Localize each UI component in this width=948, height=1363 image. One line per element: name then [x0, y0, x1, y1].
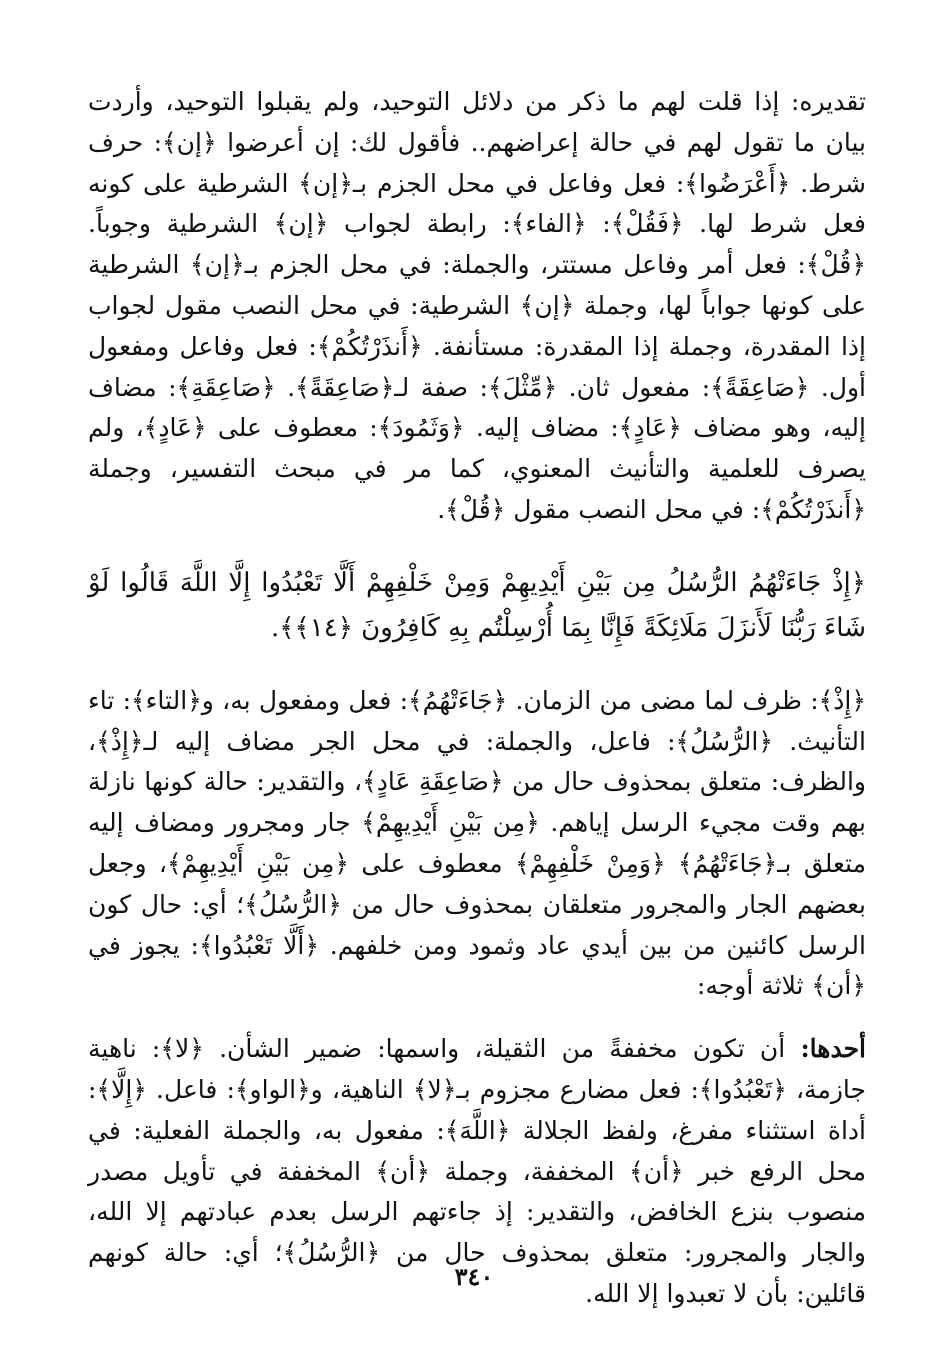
paragraph-3-text: أن تكون مخففةً من الثقيلة، واسمها: ضمير الشأن. ﴿لا﴾: ناهية جازمة، ﴿تَعْبُدُوا﴾: فعل مضارع مجزوم بـ﴿لا﴾ الناهية، و﴿الواو﴾: فاعل. ﴿إِلَّا﴾: أداة استثناء مفرغ، ولفظ الجلالة ﴿اللَّهَ﴾: مفعول به، والجملة الفعلية: في محل الرفع خبر ﴿أن﴾ المخففة، وجملة ﴿أن﴾ المخففة في تأويل مصدر منصوب بنزع الخافض، والتقدير: إذ جاءتهم الرسل بعدم عبادتهم إلا الله، والجار والمجرور: متعلق بمحذوف حال من ﴿الرُّسُلُ﴾؛ أي: حالة كونهم قائلين: بأن لا تعبدوا إلا الله. — [88, 1034, 866, 1308]
paragraph-2: ﴿إِذْ﴾: ظرف لما مضى من الزمان. ﴿جَاءَتْهُمُ﴾: فعل ومفعول به، و﴿التاء﴾: تاء التأنيث. ﴿الرُّسُلُ﴾: فاعل، والجملة: في محل الجر مضاف إليه لـ﴿إِذْ﴾، والظرف: متعلق بمحذوف حال من ﴿صَاعِقَةِ عَادٍ﴾، والتقدير: حالة كونها نازلة بهم وقت مجيء الرسل إياهم. ﴿مِن بَيْنِ أَيْدِيهِمْ﴾ جار ومجرور ومضاف إليه متعلق بـ﴿جَاءَتْهُمُ﴾ ﴿وَمِنْ خَلْفِهِمْ﴾ معطوف على ﴿مِن بَيْنِ أَيْدِيهِمْ﴾، وجعل بعضهم الجار والمجرور متعلقان بمحذوف حال من ﴿الرُّسُلُ﴾؛ أي: حال كون الرسل كائنين من بين أيدي عاد وثمود ومن خلفهم. ﴿أَلَّا تَعْبُدُوا﴾: يجوز في ﴿أن﴾ ثلاثة أوجه: — [88, 685, 866, 1001]
quran-verse: ﴿إِذْ جَاءَتْهُمُ الرُّسُلُ مِن بَيْنِ أَيْدِيهِمْ وَمِنْ خَلْفِهِمْ أَلَّا تَعْبُدُوا إِلَّا اللَّهَ قَالُوا لَوْ شَاءَ رَبُّنَا لَأَنزَلَ مَلَائِكَةً فَإِنَّا بِمَا أُرْسِلْتُم بِهِ كَافِرُونَ ﴿١٤﴾﴾. — [88, 567, 866, 643]
page-number: ٣٤٠ — [454, 1262, 494, 1291]
page-body — [88, 82, 866, 1315]
paragraph-1: تقديره: إذا قلت لهم ما ذكر من دلائل التوحيد، ولم يقبلوا التوحيد، وأردت بيان ما تقول لهم في حالة إعراضهم.. فأقول لك: إن أعرضوا ﴿إن﴾: حرف شرط. ﴿أَعْرَضُوا﴾: فعل وفاعل في محل الجزم بـ﴿إن﴾ الشرطية على كونه فعل شرط لها. ﴿فَقُلْ﴾: ﴿الفاء﴾: رابطة لجواب ﴿إن﴾ الشرطية وجوباً. ﴿قُلْ﴾: فعل أمر وفاعل مستتر، والجملة: في محل الجزم بـ﴿إن﴾ الشرطية على كونها جواباً لها، وجملة ﴿إن﴾ الشرطية: في محل النصب مقول لجواب إذا المقدرة، وجملة إذا المقدرة: مستأنفة. ﴿أَنذَرْتُكُمْ﴾: فعل وفاعل ومفعول أول. ﴿صَاعِقَةً﴾: مفعول ثان. ﴿مِّثْلَ﴾: صفة لـ﴿صَاعِقَةً﴾. ﴿صَاعِقَةِ﴾: مضاف إليه، وهو مضاف ﴿عَادٍ﴾: مضاف إليه. ﴿وَثَمُودَ﴾: معطوف على ﴿عَادٍ﴾، ولم يصرف للعلمية والتأنيث المعنوي، كما مر في مبحث التفسير، وجملة ﴿أَنذَرْتُكُمْ﴾: في محل النصب مقول ﴿قُلْ﴾. — [88, 87, 866, 524]
paragraph-3-lead: أحدها: — [800, 1034, 866, 1064]
